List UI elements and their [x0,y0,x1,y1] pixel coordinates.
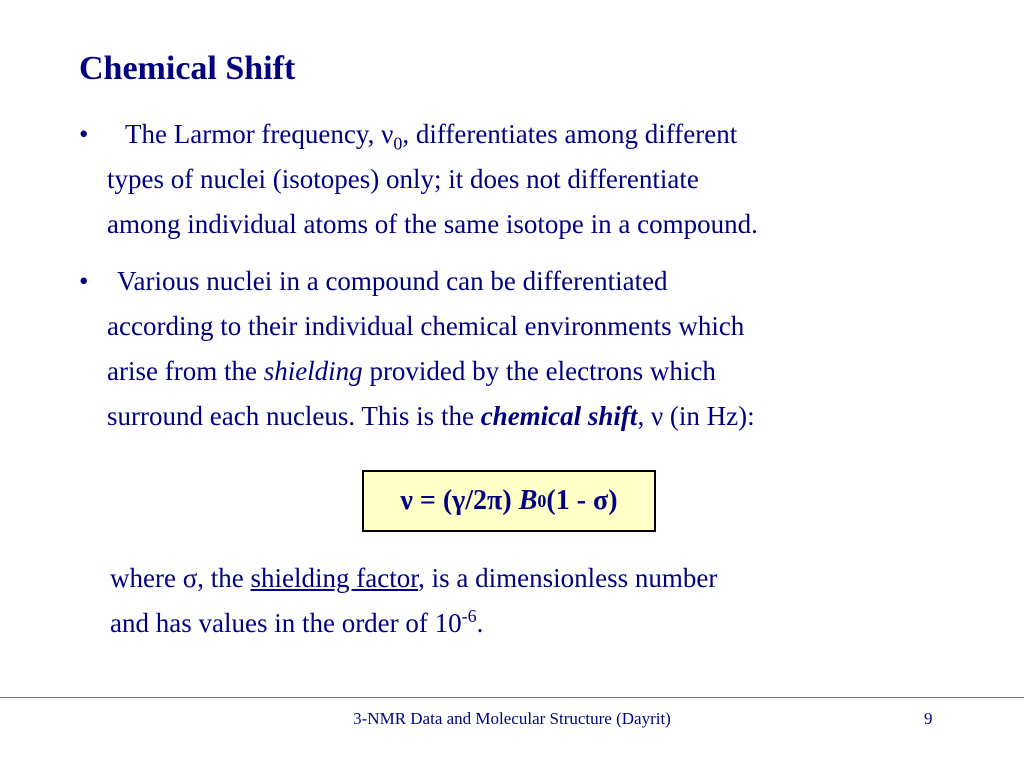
slide-title: Chemical Shift [79,50,296,87]
bullet-various-nuclei [79,259,957,439]
text-span: surround each nucleus. This is the [107,401,481,431]
formula-b-field: B [518,485,538,516]
bullet-marker: • [79,266,89,296]
page-number: 9 [924,709,933,728]
text-span: provided by the electrons which [362,356,716,386]
subscript: 0 [393,133,403,154]
formula-rhs: (1 - σ) [546,485,618,516]
bullet-marker: • [79,119,89,149]
bullet-line: types of nuclei (isotopes) only; it does not differentiate [107,164,699,194]
text-span: The Larmor frequency, [125,119,382,149]
text-span: arise from the [107,356,264,386]
note-line [110,556,950,601]
note-line [110,601,950,646]
superscript: -6 [461,606,477,626]
footer-text: 3-NMR Data and Molecular Structure (Dayrit) [353,709,671,728]
bullet-line [107,112,957,157]
bullet-line: according to their individual chemical environments which [107,311,745,341]
bullet-line: Various nuclei in a compound can be differentiated [117,266,668,296]
formula-lhs: ν = (γ/2π) [400,485,512,516]
nu-symbol: ν [381,119,394,149]
bullet-line [107,349,957,394]
text-span: where σ, the [110,563,251,593]
bullet-larmor [79,112,957,247]
chemical-shift-emphasis: chemical shift [480,401,638,431]
footer-divider [0,697,1024,698]
shielding-factor-term: shielding factor [250,563,419,593]
text-span: . [476,608,484,638]
text-span: , ν (in Hz): [637,401,755,431]
text-span: , is a dimensionless number [418,563,718,593]
text-span: , differentiates among different [402,119,738,149]
bullet-line: among individual atoms of the same isotope in a compound. [107,209,758,239]
bullet-line [107,394,957,439]
shielding-emphasis: shielding [263,356,363,386]
shielding-factor-note [110,556,950,646]
bullet-text [107,112,957,247]
text-span: and has values in the order of 10 [110,608,462,638]
chemical-shift-formula: ν = (γ/2π) B 0 (1 - σ) [362,470,656,532]
bullet-text [107,259,957,439]
